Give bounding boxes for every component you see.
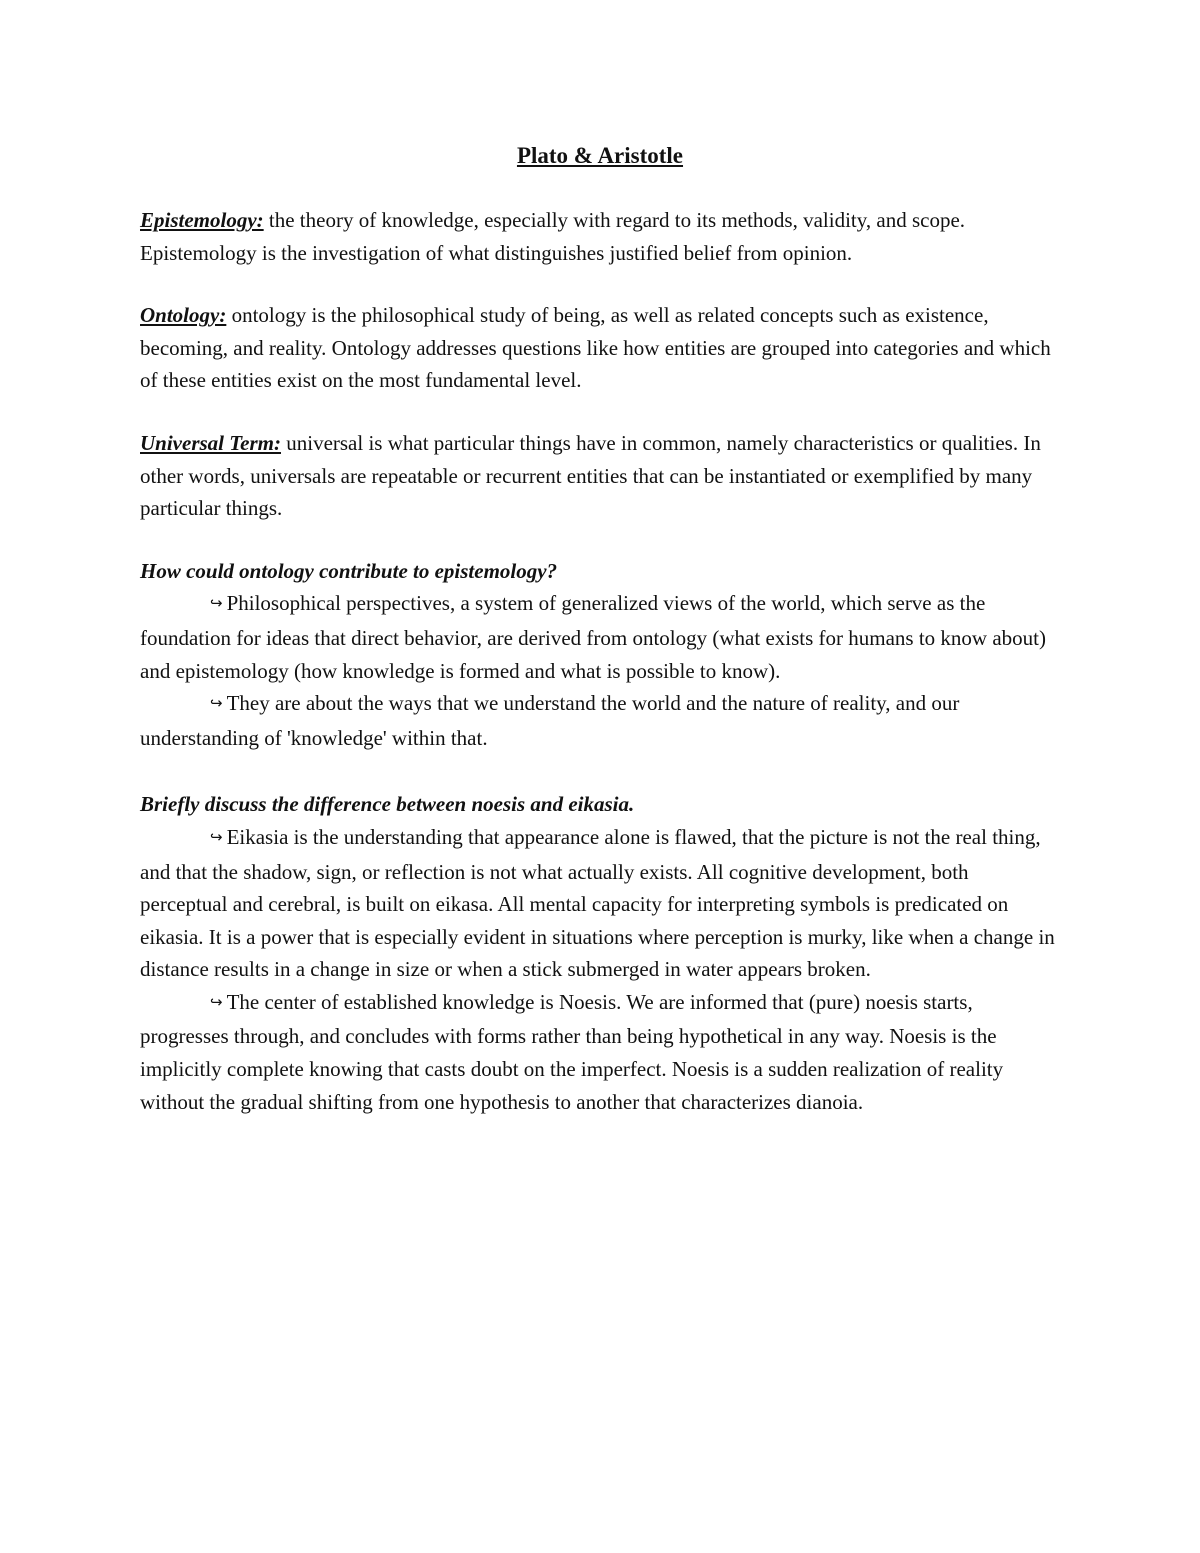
- page-title: Plato & Aristotle: [516, 143, 684, 168]
- answer-text: Eikasia is the understanding that appearance alone is flawed, that the picture is not the real thing, and that the shadow, sign, or reflection is not what actually exists. All cognitive development, both perceptual and cerebral, is built on eikasa. All mental capacity for interpreting symbols is predicated on eikasia. It is a power that is especially evident in situations where perception is murky, like when a change in distance results in a change in size or when a stick submerged in water appears broken.: [140, 824, 1055, 982]
- definition-term: Epistemology:: [140, 208, 264, 232]
- definition-term: Ontology:: [140, 303, 227, 328]
- answer-text: They are about the ways that we understand the world and the nature of reality, and our understanding of 'knowledge' within that.: [140, 691, 960, 750]
- definition-term: Universal Term:: [140, 430, 281, 455]
- hooked-arrow-icon: ↪: [210, 594, 223, 613]
- document-content: [140, 138, 1060, 1118]
- answer-paragraph: [140, 986, 1060, 1118]
- answer-paragraph: [140, 821, 1060, 986]
- hooked-arrow-icon: ↪: [210, 827, 223, 846]
- definition-text: the theory of knowledge, especially with regard to its methods, validity, and scope. Epistemology is the investigation of what distinguishes justified belief from opinion.: [140, 208, 966, 265]
- hooked-arrow-icon: ↪: [210, 992, 223, 1011]
- answer-text: The center of established knowledge is Noesis. We are informed that (pure) noesis starts, progresses through, and concludes with forms rather than being hypothetical in any way. Noesis is the implicitly complete knowing that casts doubt on the imperfect. Noesis is a sudden realization of reality without the gradual shifting from one hypothesis to another that characterizes dianoia.: [140, 989, 1004, 1114]
- answer-paragraph: [140, 587, 1060, 687]
- answer-text: Philosophical perspectives, a system of generalized views of the world, which serve as the foundation for ideas that direct behavior, are derived from ontology (what exists for humans to know about) and epistemology (how knowledge is formed and what is possible to know).: [140, 591, 1046, 683]
- question-heading: How could ontology contribute to epistemology?: [140, 558, 558, 583]
- definition-epistemology: [140, 204, 1060, 269]
- answer-paragraph: [140, 687, 1060, 754]
- hooked-arrow-icon: ↪: [210, 694, 223, 713]
- definition-ontology: [140, 299, 1060, 397]
- definition-text: ontology is the philosophical study of being, as well as related concepts such as existence, becoming, and reality. Ontology addresses questions like how entities are grouped into categories and which of these entities exist on the most fundamental level.: [140, 303, 1051, 393]
- definition-text: universal is what particular things have in common, namely characteristics or qualities. In other words, universals are repeatable or recurrent entities that can be instantiated or exemplified by many particular things.: [140, 430, 1041, 521]
- question-heading: Briefly discuss the difference between noesis and eikasia.: [140, 792, 635, 817]
- definition-universal-term: [140, 427, 1060, 525]
